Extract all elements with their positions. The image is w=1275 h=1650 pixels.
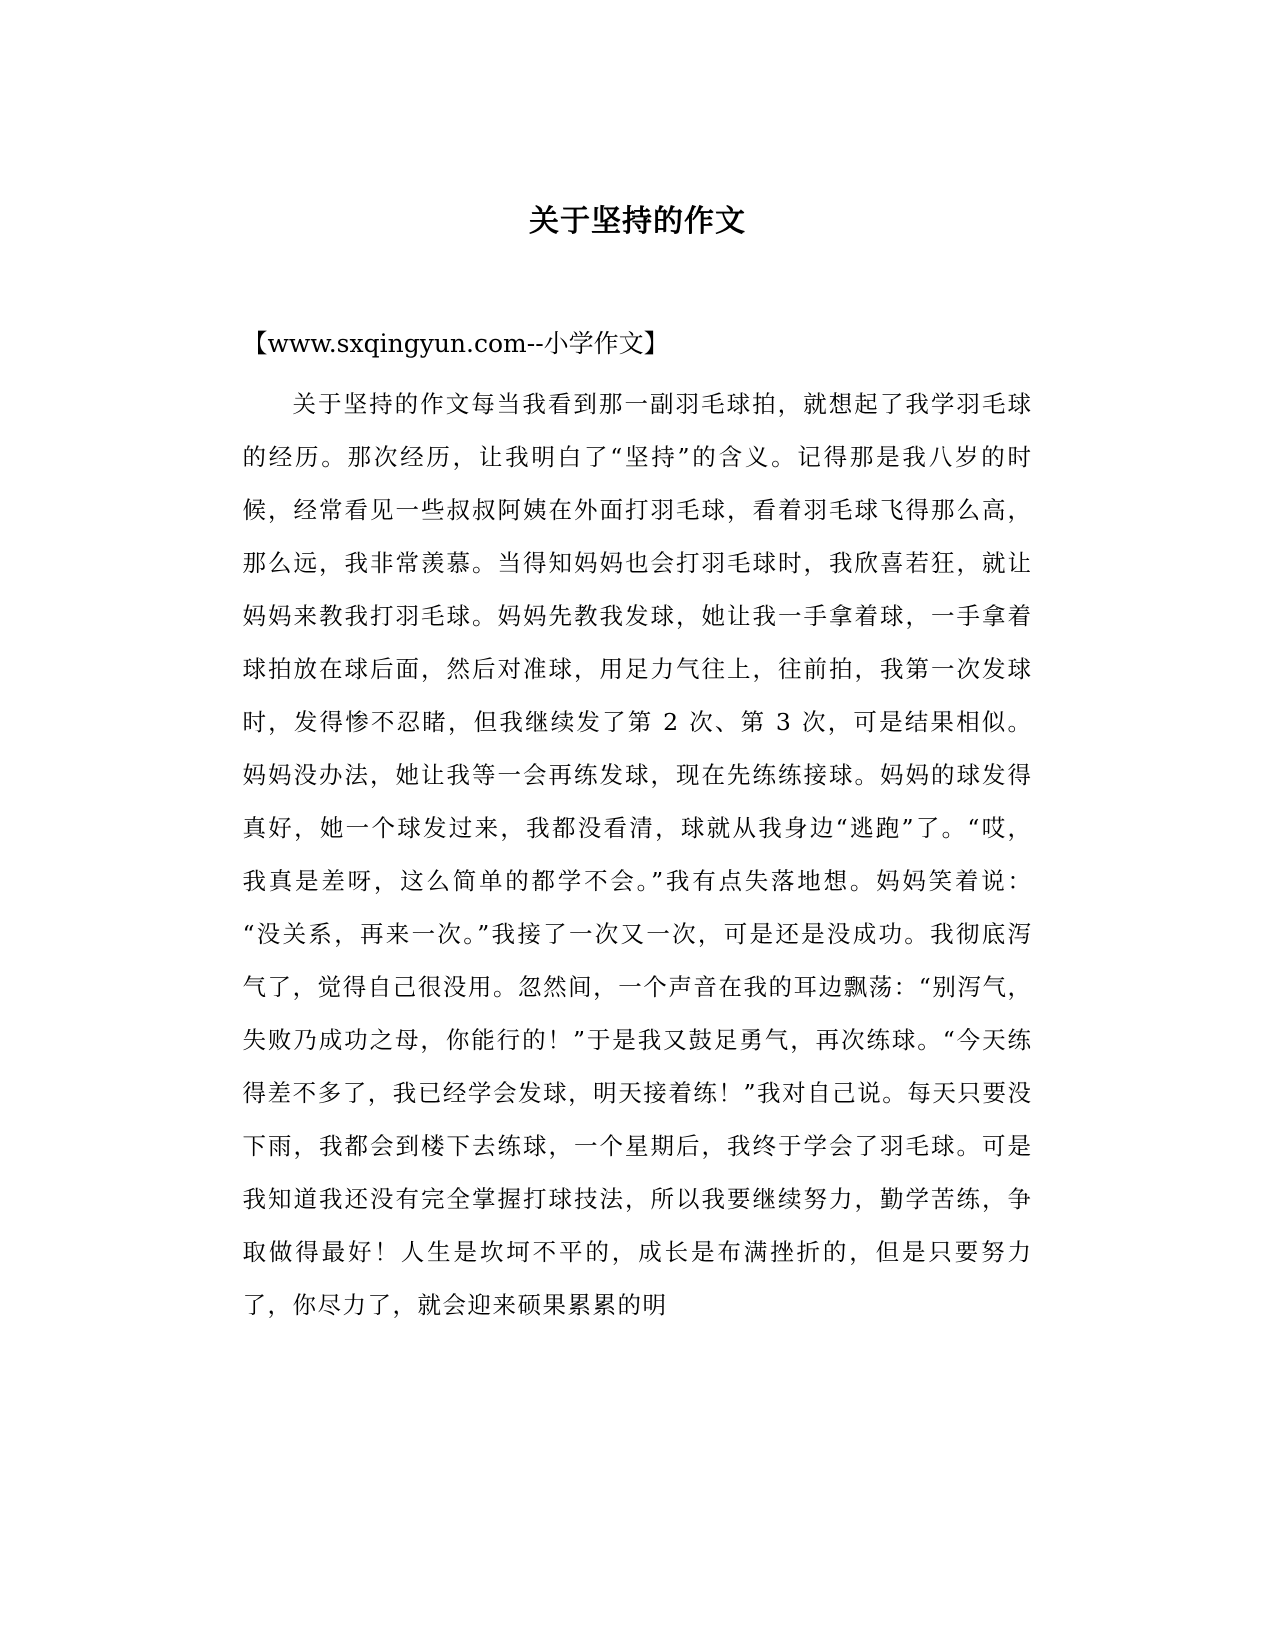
source-attribution: 【www.sxqingyun.com--小学作文】: [242, 329, 669, 358]
document-content: [243, 324, 1033, 1332]
essay-body-paragraph: 关于坚持的作文每当我看到那一副羽毛球拍，就想起了我学羽毛球的经历。那次经历，让我明白了“坚持”的含义。记得那是我八岁的时候，经常看见一些叔叔阿姨在外面打羽毛球，看着羽毛球飞得那么高，那么远，我非常羡慕。当得知妈妈也会打羽毛球时，我欣喜若狂，就让妈妈来教我打羽毛球。妈妈先教我发球，她让我一手拿着球，一手拿着球拍放在球后面，然后对准球，用足力气往上，往前拍，我第一次发球时，发得惨不忍睹，但我继续发了第 2 次、第 3 次，可是结果相似。妈妈没办法，她让我等一会再练发球，现在先练练接球。妈妈的球发得真好，她一个球发过来，我都没看清，球就从我身边“逃跑”了。“哎，我真是差呀，这么简单的都学不会。”我有点失落地想。妈妈笑着说：“没关系，再来一次。”我接了一次又一次，可是还是没成功。我彻底泻气了，觉得自己很没用。忽然间，一个声音在我的耳边飘荡：“别泻气，失败乃成功之母，你能行的！”于是我又鼓足勇气，再次练球。“今天练得差不多了，我已经学会发球，明天接着练！”我对自己说。每天只要没下雨，我都会到楼下去练球，一个星期后，我终于学会了羽毛球。可是我知道我还没有完全掌握打球技法，所以我要继续努力，勤学苦练，争取做得最好！人生是坎坷不平的，成长是布满挫折的，但是只要努力了，你尽力了，就会迎来硕果累累的明: [242, 390, 1033, 1319]
page-title: 关于坚持的作文: [529, 204, 746, 239]
